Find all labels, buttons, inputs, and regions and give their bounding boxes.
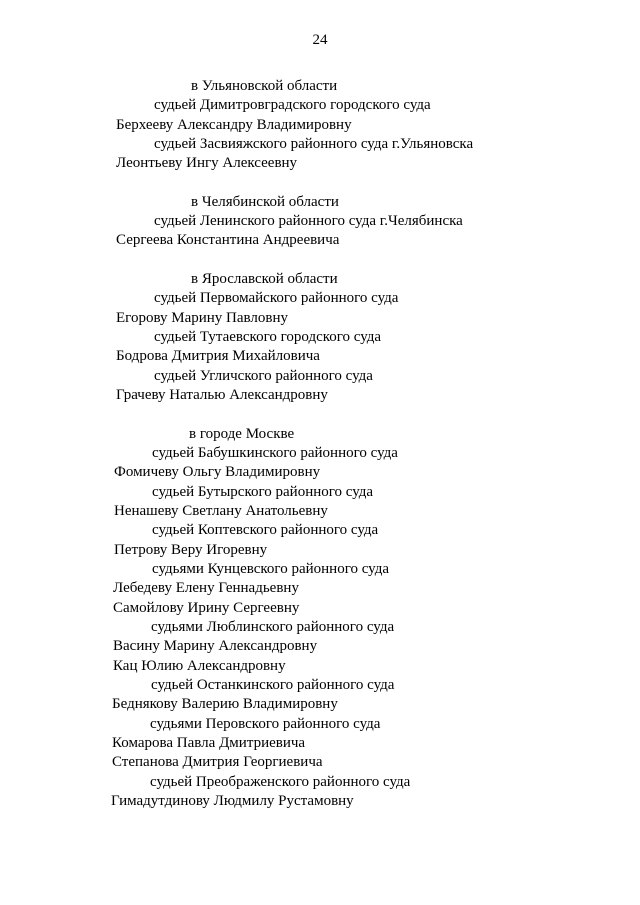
page-number: 24 [312, 32, 328, 48]
court-line: судьями Перовского районного суда [150, 716, 381, 732]
judge-name: Леонтьеву Ингу Алексеевну [116, 155, 298, 171]
judge-name: Ненашеву Светлану Анатольевну [114, 503, 328, 519]
court-line: судьей Бабушкинского районного суда [152, 445, 398, 461]
court-line: судьей Тутаевского городского суда [154, 329, 382, 345]
judge-name: Степанова Дмитрия Георгиевича [112, 754, 323, 770]
court-line: судьей Первомайского районного суда [154, 290, 399, 306]
judge-name: Фомичеву Ольгу Владимировну [114, 464, 321, 480]
region-heading: в Ярославской области [191, 271, 338, 287]
court-line: судьями Кунцевского районного суда [152, 561, 390, 577]
court-line: судьей Угличского районного суда [154, 368, 373, 384]
judge-name: Грачеву Наталью Александровну [116, 387, 328, 403]
judge-name: Беднякову Валерию Владимировну [112, 696, 338, 712]
judge-name: Берхееву Александру Владимировну [116, 117, 352, 133]
court-line: судьей Засвияжского районного суда г.Ульяновска [154, 136, 474, 152]
judge-name: Егорову Марину Павловну [116, 310, 289, 326]
court-line: судьями Люблинского районного суда [151, 619, 395, 635]
court-line: судьей Коптевского районного суда [152, 522, 379, 538]
judge-name: Петрову Веру Игоревну [114, 542, 268, 558]
region-heading: в Ульяновской области [191, 78, 338, 94]
court-line: судьей Останкинского районного суда [151, 677, 395, 693]
region-heading: в Челябинской области [191, 194, 339, 210]
judge-name: Самойлову Ирину Сергеевну [113, 600, 300, 616]
judge-name: Кац Юлию Александровну [113, 658, 286, 674]
court-line: судьей Ленинского районного суда г.Челябинска [154, 213, 463, 229]
judge-name: Васину Марину Александровну [113, 638, 318, 654]
court-line: судьей Димитровградского городского суда [154, 97, 431, 113]
judge-name: Бодрова Дмитрия Михайловича [116, 348, 320, 364]
region-heading: в городе Москве [189, 426, 295, 442]
judge-name: Гимадутдинову Людмилу Рустамовну [111, 793, 354, 809]
court-line: судьей Бутырского районного суда [152, 484, 374, 500]
judge-name: Лебедеву Елену Геннадьевну [113, 580, 299, 596]
judge-name: Комарова Павла Дмитриевича [112, 735, 306, 751]
court-line: судьей Преображенского районного суда [150, 774, 411, 790]
judge-name: Сергеева Константина Андреевича [116, 232, 340, 248]
